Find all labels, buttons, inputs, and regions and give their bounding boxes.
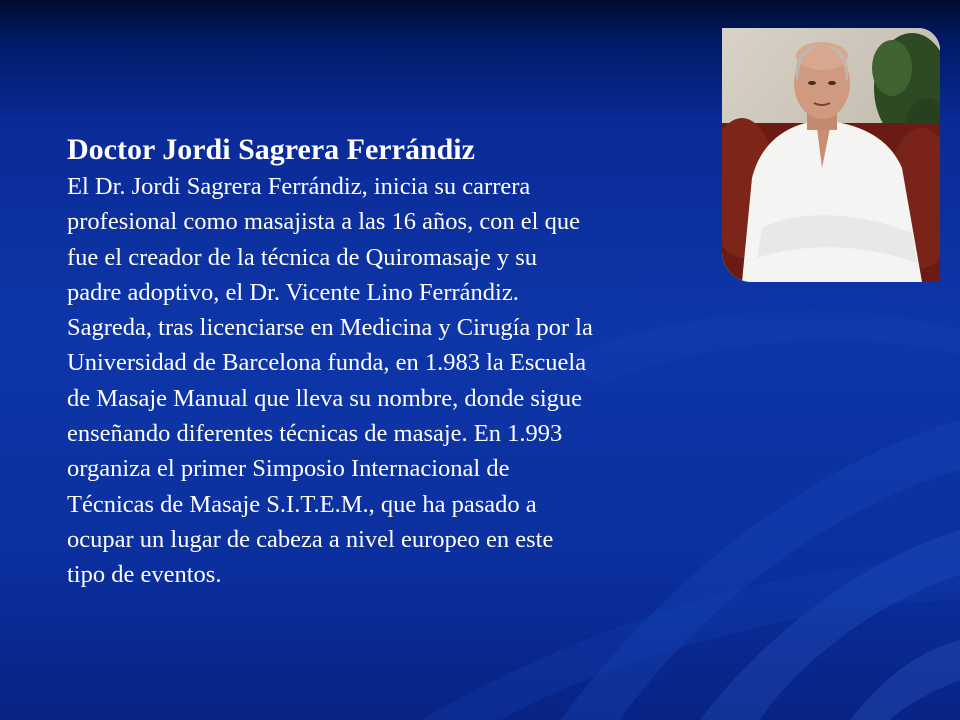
- bio-line: profesional como masajista a las 16 años, con el que: [67, 208, 580, 236]
- bio-line: de Masaje Manual que lleva su nombre, donde sigue: [67, 384, 583, 412]
- bio-line: Técnicas de Masaje S.I.T.E.M., que ha pasado a: [67, 490, 537, 518]
- bio-line: enseñando diferentes técnicas de masaje. En 1.993: [67, 420, 563, 448]
- bio-text-block: [67, 131, 727, 593]
- portrait-photo: [722, 28, 940, 282]
- bio-line: Universidad de Barcelona funda, en 1.983 la Escuela: [67, 349, 587, 377]
- bio-line: padre adoptivo, el Dr. Vicente Lino Ferrándiz.: [67, 278, 519, 306]
- bio-line: tipo de eventos.: [67, 561, 222, 589]
- portrait-image: [722, 28, 940, 282]
- bio-line: ocupar un lugar de cabeza a nivel europeo en este: [67, 525, 554, 553]
- bio-line: fue el creador de la técnica de Quiromasaje y su: [67, 243, 538, 271]
- bio-line: El Dr. Jordi Sagrera Ferrándiz, inicia su carrera: [67, 173, 531, 200]
- bio-line: Sagreda, tras licenciarse en Medicina y Cirugía por la: [67, 314, 593, 342]
- bio-line: organiza el primer Simposio Internacional de: [67, 455, 510, 483]
- slide-title: Doctor Jordi Sagrera Ferrándiz: [67, 133, 475, 166]
